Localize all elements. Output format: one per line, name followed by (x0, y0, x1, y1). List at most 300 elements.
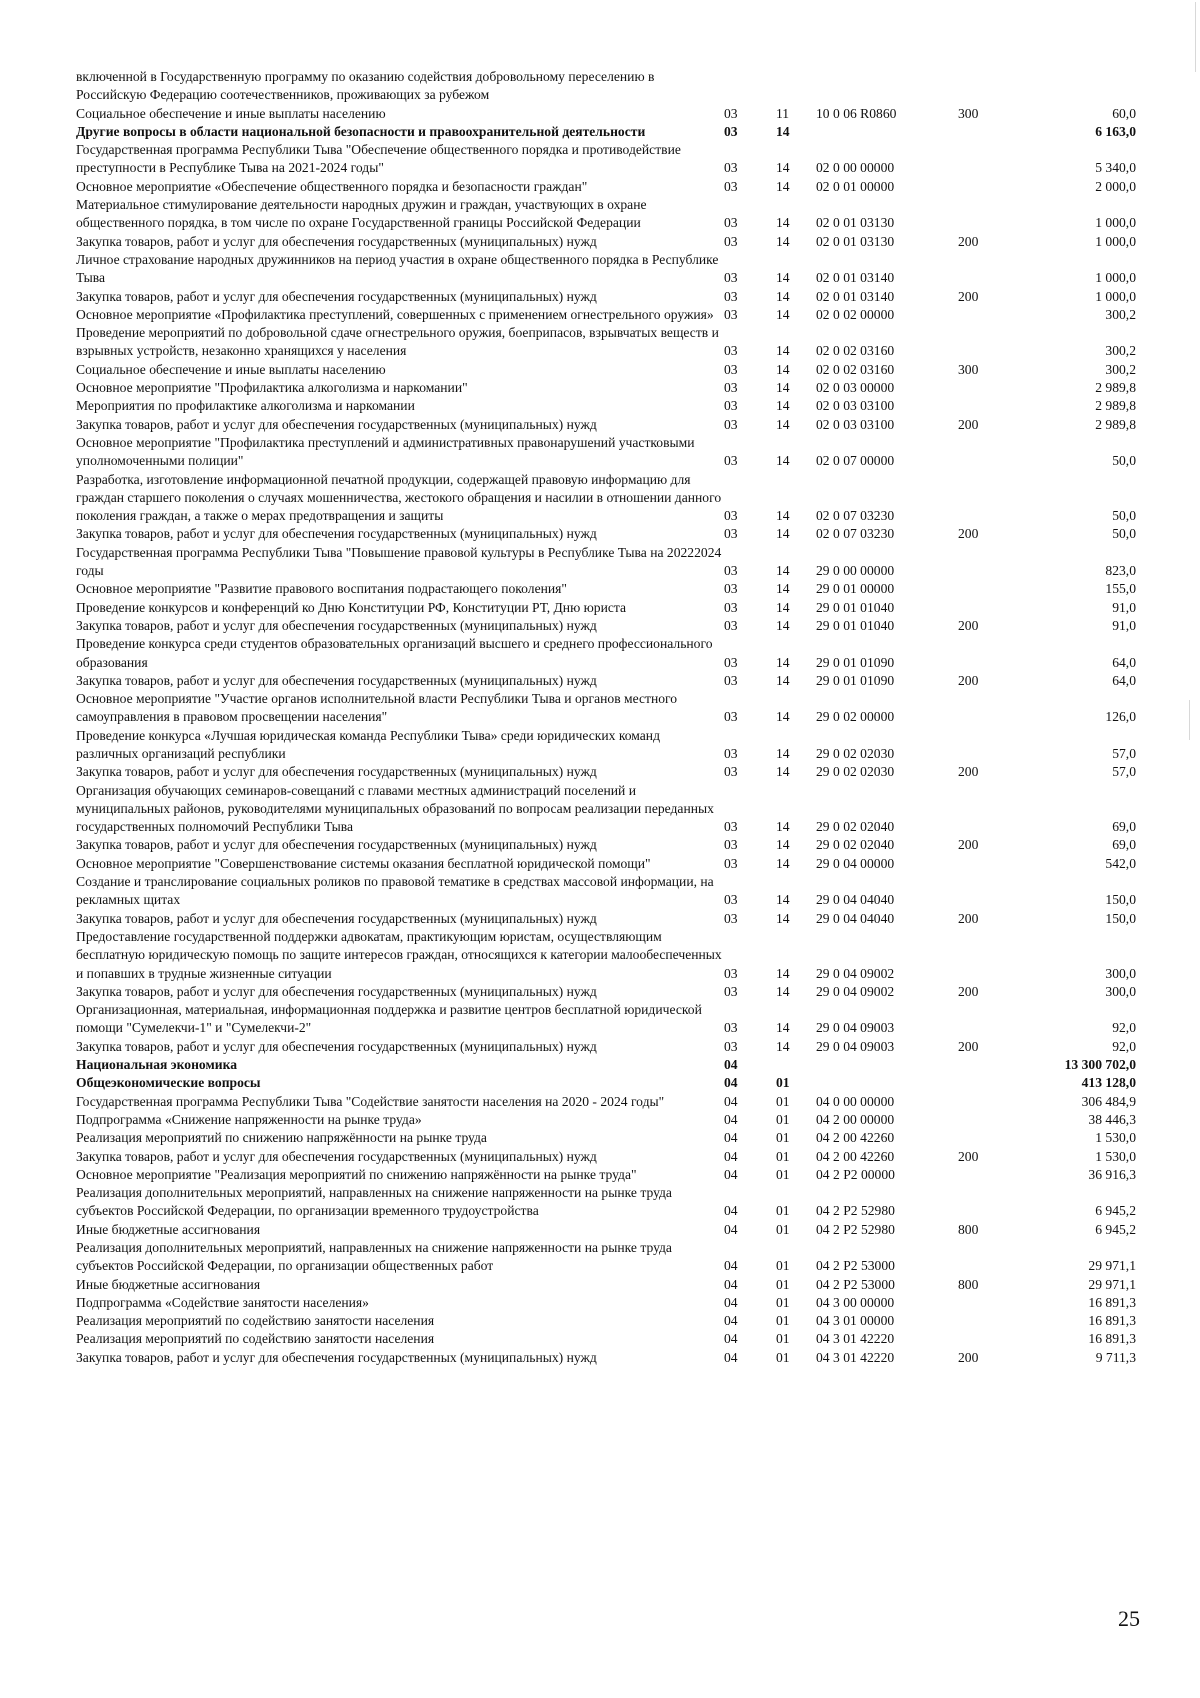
row-amount: 5 340,0 (1095, 160, 1136, 176)
table-row (76, 178, 1136, 196)
row-amount: 6 945,2 (1095, 1221, 1136, 1237)
row-name: Закупка товаров, работ и услуг для обеспечения государственных (муниципальных) нужд (76, 233, 597, 249)
row-amount: 57,0 (1112, 745, 1136, 761)
row-amount: 542,0 (1105, 855, 1136, 871)
row-expense-type: 200 (958, 617, 979, 633)
row-subsection: 14 (776, 1038, 790, 1054)
row-section: 04 (724, 1276, 738, 1292)
row-expense-type: 300 (958, 105, 979, 121)
row-expense-type (958, 1001, 1018, 1038)
row-expense-type: 200 (958, 526, 979, 542)
row-target-article: 04 2 P2 52980 (816, 1221, 895, 1237)
row-name: Организация обучающих семинаров-совещаний с главами местных администраций поселений и муниципальных районов, руководителями муниципальных образований по вопросам реализации переданных государственных полномочий Республики Тыва (76, 782, 714, 835)
table-row (76, 1184, 1136, 1221)
row-section: 03 (724, 745, 738, 761)
row-expense-type (958, 306, 1018, 324)
row-section: 04 (724, 1349, 738, 1365)
row-target-article: 29 0 04 09003 (816, 1038, 895, 1054)
row-expense-type (958, 544, 1018, 581)
row-target-article: 02 0 01 03130 (816, 215, 895, 231)
row-name: Закупка товаров, работ и услуг для обеспечения государственных (муниципальных) нужд (76, 764, 597, 780)
row-expense-type: 200 (958, 672, 979, 688)
row-name: Закупка товаров, работ и услуг для обеспечения государственных (муниципальных) нужд (76, 910, 597, 926)
row-name: Социальное обеспечение и иные выплаты населению (76, 105, 386, 121)
row-amount: 92,0 (1112, 1020, 1136, 1036)
row-amount: 155,0 (1105, 581, 1136, 597)
row-expense-type (958, 434, 1018, 471)
row-name: Закупка товаров, работ и услуг для обеспечения государственных (муниципальных) нужд (76, 1349, 597, 1365)
row-subsection: 11 (776, 105, 790, 121)
row-subsection: 14 (776, 508, 790, 524)
table-row-section-heading (76, 123, 1136, 141)
row-name: Реализация дополнительных мероприятий, направленных на снижение напряженности на рынке труда субъектов Российской Федерации, по организации временного трудоустройства (76, 1185, 672, 1219)
row-section: 03 (724, 361, 738, 377)
row-expense-type (958, 1129, 1018, 1147)
row-target-article (816, 68, 958, 105)
row-section: 03 (724, 416, 738, 432)
table-row (76, 306, 1136, 324)
row-expense-type: 200 (958, 837, 979, 853)
row-amount: 126,0 (1105, 709, 1136, 725)
row-target-article: 04 2 P2 52980 (816, 1203, 895, 1219)
row-name: Основное мероприятие "Развитие правового воспитания подрастающего поколения" (76, 581, 567, 597)
row-name: Национальная экономика (76, 1057, 237, 1073)
row-expense-type (958, 1166, 1018, 1184)
row-subsection: 01 (776, 1349, 790, 1365)
row-name: Подпрограмма «Содействие занятости населения» (76, 1294, 369, 1310)
row-section: 03 (724, 654, 738, 670)
row-expense-type: 200 (958, 910, 979, 926)
row-name: Закупка товаров, работ и услуг для обеспечения государственных (муниципальных) нужд (76, 1148, 597, 1164)
row-subsection: 14 (776, 709, 790, 725)
table-row (76, 580, 1136, 598)
row-amount: 16 891,3 (1088, 1331, 1136, 1347)
row-section: 03 (724, 892, 738, 908)
row-subsection: 14 (776, 855, 790, 871)
row-name: Общеэкономические вопросы (76, 1075, 261, 1091)
row-subsection: 14 (776, 563, 790, 579)
row-name: Мероприятия по профилактике алкоголизма и наркомании (76, 398, 415, 414)
row-target-article: 29 0 04 00000 (816, 855, 895, 871)
row-name: Основное мероприятие "Участие органов исполнительной власти Республики Тыва и органов местного самоуправления в правовом просвещении населения" (76, 691, 678, 725)
row-subsection: 14 (776, 837, 790, 853)
row-name: Проведение конкурса среди студентов образовательных организаций высшего и среднего профессионального образования (76, 636, 713, 670)
row-subsection: 14 (776, 1020, 790, 1036)
table-row (76, 251, 1136, 288)
row-target-article (816, 1074, 958, 1092)
row-section: 03 (724, 563, 738, 579)
row-amount: 1 530,0 (1095, 1148, 1136, 1164)
row-section: 03 (724, 453, 738, 469)
row-section: 03 (724, 983, 738, 999)
row-section (724, 68, 776, 105)
row-expense-type (958, 1184, 1018, 1221)
row-subsection: 01 (776, 1221, 790, 1237)
row-amount: 6 163,0 (1095, 123, 1136, 139)
table-row-section-heading (76, 1074, 1136, 1092)
row-section: 03 (724, 160, 738, 176)
row-expense-type (958, 324, 1018, 361)
row-amount: 300,2 (1105, 343, 1136, 359)
row-name: Проведение конкурса «Лучшая юридическая команда Республики Тыва» среди юридических команд различных организаций республики (76, 727, 660, 761)
table-row-section-heading (76, 1056, 1136, 1074)
table-row (76, 1038, 1136, 1056)
row-name: Закупка товаров, работ и услуг для обеспечения государственных (муниципальных) нужд (76, 983, 597, 999)
row-target-article: 04 2 00 42260 (816, 1130, 895, 1146)
row-expense-type (958, 196, 1018, 233)
row-name: Закупка товаров, работ и услуг для обеспечения государственных (муниципальных) нужд (76, 837, 597, 853)
row-expense-type (958, 690, 1018, 727)
row-name: Подпрограмма «Снижение напряженности на рынке труда» (76, 1111, 422, 1127)
row-section: 03 (724, 380, 738, 396)
row-name: Организационная, материальная, информационная поддержка и развитие центров бесплатной юридической помощи "Сумелекчи-1" и "Сумелекчи-2" (76, 1002, 702, 1036)
row-target-article: 02 0 01 03130 (816, 233, 895, 249)
row-name: Иные бюджетные ассигнования (76, 1221, 261, 1237)
row-expense-type (958, 1312, 1018, 1330)
row-amount: 16 891,3 (1088, 1294, 1136, 1310)
row-target-article: 02 0 01 03140 (816, 288, 895, 304)
row-target-article: 29 0 02 02030 (816, 745, 895, 761)
row-amount: 91,0 (1112, 599, 1136, 615)
row-expense-type: 200 (958, 1038, 979, 1054)
row-subsection: 01 (776, 1130, 790, 1146)
table-row (76, 1093, 1136, 1111)
row-expense-type: 200 (958, 416, 979, 432)
table-row (76, 416, 1136, 434)
table-row (76, 525, 1136, 543)
row-amount: 38 446,3 (1088, 1111, 1136, 1127)
row-section: 04 (724, 1075, 738, 1091)
scan-artifact (1195, 2, 1196, 72)
row-section: 03 (724, 910, 738, 926)
table-row (76, 471, 1136, 526)
row-section: 04 (724, 1093, 738, 1109)
row-section: 03 (724, 105, 738, 121)
row-amount: 2 989,8 (1095, 380, 1136, 396)
row-section: 03 (724, 178, 738, 194)
row-subsection: 01 (776, 1203, 790, 1219)
table-row (76, 1221, 1136, 1239)
row-section: 04 (724, 1313, 738, 1329)
row-name: Материальное стимулирование деятельности народных дружин и граждан, участвующих в охране общественного порядка, в том числе по охране Государственной границы Российской Федерации (76, 197, 647, 231)
row-name: Закупка товаров, работ и услуг для обеспечения государственных (муниципальных) нужд (76, 672, 597, 688)
row-subsection: 14 (776, 672, 790, 688)
table-row (76, 1148, 1136, 1166)
row-expense-type (958, 68, 1018, 105)
row-name: включенной в Государственную программу по оказанию содействия добровольному переселению в Российскую Федерацию соотечественников, проживающих за рубежом (76, 69, 655, 103)
row-amount: 300,2 (1105, 361, 1136, 377)
row-name: Основное мероприятие "Совершенствование системы оказания бесплатной юридической помощи" (76, 855, 651, 871)
row-target-article: 04 2 00 42260 (816, 1148, 895, 1164)
table-row (76, 983, 1136, 1001)
row-target-article: 29 0 04 04040 (816, 892, 895, 908)
row-expense-type (958, 141, 1018, 178)
table-row (76, 836, 1136, 854)
row-expense-type: 200 (958, 288, 979, 304)
row-subsection: 14 (776, 745, 790, 761)
row-section: 04 (724, 1166, 738, 1182)
row-amount: 1 000,0 (1095, 288, 1136, 304)
row-expense-type (958, 471, 1018, 526)
table-row (76, 672, 1136, 690)
row-target-article: 02 0 01 03140 (816, 270, 895, 286)
row-expense-type (958, 635, 1018, 672)
row-expense-type: 200 (958, 764, 979, 780)
row-name: Основное мероприятие «Профилактика преступлений, совершенных с применением огнестрельного оружия» (76, 306, 714, 322)
row-target-article: 02 0 02 00000 (816, 306, 895, 322)
row-expense-type (958, 397, 1018, 415)
row-target-article: 04 3 01 00000 (816, 1313, 895, 1329)
row-name: Реализация мероприятий по содействию занятости населения (76, 1313, 435, 1329)
row-subsection (776, 1056, 816, 1074)
row-subsection: 01 (776, 1093, 790, 1109)
row-section: 04 (724, 1258, 738, 1274)
row-target-article: 04 3 01 42220 (816, 1331, 895, 1347)
row-expense-type (958, 1111, 1018, 1129)
row-subsection: 01 (776, 1294, 790, 1310)
row-amount: 1 000,0 (1095, 233, 1136, 249)
row-subsection: 14 (776, 361, 790, 377)
row-target-article: 29 0 01 01090 (816, 654, 895, 670)
row-subsection: 14 (776, 965, 790, 981)
row-expense-type (958, 123, 1018, 141)
row-name: Основное мероприятие "Реализация мероприятий по снижению напряжённости на рынке труда" (76, 1166, 637, 1182)
row-name: Реализация мероприятий по содействию занятости населения (76, 1331, 435, 1347)
table-row (76, 1276, 1136, 1294)
table-row (76, 855, 1136, 873)
row-target-article (816, 123, 958, 141)
row-expense-type (958, 1330, 1018, 1348)
row-expense-type: 200 (958, 233, 979, 249)
row-target-article: 29 0 00 00000 (816, 563, 895, 579)
row-amount: 2 989,8 (1095, 398, 1136, 414)
row-section: 03 (724, 709, 738, 725)
row-expense-type: 800 (958, 1276, 979, 1292)
table-row (76, 434, 1136, 471)
row-amount: 300,2 (1105, 306, 1136, 322)
row-target-article: 02 0 01 00000 (816, 178, 895, 194)
table-row (76, 910, 1136, 928)
row-target-article: 04 2 P2 00000 (816, 1166, 895, 1182)
row-target-article: 29 0 04 09003 (816, 1020, 895, 1036)
row-subsection: 14 (776, 270, 790, 286)
row-subsection: 14 (776, 123, 790, 139)
row-target-article (816, 1056, 958, 1074)
row-target-article: 29 0 04 09002 (816, 983, 895, 999)
row-expense-type (958, 1239, 1018, 1276)
row-section: 03 (724, 215, 738, 231)
row-target-article: 02 0 00 00000 (816, 160, 895, 176)
row-subsection: 01 (776, 1258, 790, 1274)
table-row (76, 1349, 1136, 1367)
row-subsection: 01 (776, 1331, 790, 1347)
row-amount: 91,0 (1112, 617, 1136, 633)
table-row (76, 68, 1136, 105)
row-expense-type: 200 (958, 1349, 979, 1365)
table-row (76, 1166, 1136, 1184)
row-expense-type (958, 1093, 1018, 1111)
row-amount: 823,0 (1105, 563, 1136, 579)
row-expense-type (958, 379, 1018, 397)
row-name: Иные бюджетные ассигнования (76, 1276, 261, 1292)
row-subsection: 14 (776, 581, 790, 597)
row-amount: 306 484,9 (1081, 1093, 1136, 1109)
row-name: Закупка товаров, работ и услуг для обеспечения государственных (муниципальных) нужд (76, 416, 597, 432)
row-section: 03 (724, 581, 738, 597)
table-row (76, 141, 1136, 178)
row-target-article: 10 0 06 R0860 (816, 105, 897, 121)
row-expense-type (958, 599, 1018, 617)
row-section: 04 (724, 1111, 738, 1127)
row-subsection: 01 (776, 1166, 790, 1182)
table-row (76, 1001, 1136, 1038)
page-number: 25 (1118, 1606, 1140, 1631)
row-expense-type (958, 1294, 1018, 1312)
table-row (76, 690, 1136, 727)
row-target-article: 29 0 01 01040 (816, 617, 895, 633)
row-target-article: 02 0 03 00000 (816, 380, 895, 396)
row-subsection: 01 (776, 1075, 790, 1091)
row-section: 03 (724, 764, 738, 780)
row-target-article: 02 0 02 03160 (816, 343, 895, 359)
row-subsection (776, 68, 816, 105)
row-subsection: 14 (776, 380, 790, 396)
row-target-article: 04 0 00 00000 (816, 1093, 895, 1109)
table-row (76, 1330, 1136, 1348)
row-expense-type: 300 (958, 361, 979, 377)
row-amount: 1 530,0 (1095, 1130, 1136, 1146)
row-subsection: 14 (776, 215, 790, 231)
row-section: 03 (724, 965, 738, 981)
row-amount: 13 300 702,0 (1064, 1057, 1136, 1073)
row-amount: 64,0 (1112, 672, 1136, 688)
row-expense-type: 200 (958, 1148, 979, 1164)
row-target-article: 02 0 02 03160 (816, 361, 895, 377)
table-row (76, 361, 1136, 379)
row-amount: 300,0 (1105, 965, 1136, 981)
row-name: Создание и транслирование социальных роликов по правовой тематике в средствах массовой информации, на рекламных щитах (76, 874, 714, 908)
row-amount (1018, 68, 1136, 105)
row-name: Социальное обеспечение и иные выплаты населению (76, 361, 386, 377)
row-section: 03 (724, 819, 738, 835)
row-section: 03 (724, 1038, 738, 1054)
table-row (76, 873, 1136, 910)
row-target-article: 04 3 00 00000 (816, 1294, 895, 1310)
row-section: 03 (724, 508, 738, 524)
row-section: 03 (724, 398, 738, 414)
table-row (76, 233, 1136, 251)
row-expense-type: 800 (958, 1221, 979, 1237)
row-name: Другие вопросы в области национальной безопасности и правоохранительной деятельности (76, 123, 646, 139)
row-section: 03 (724, 837, 738, 853)
table-row (76, 324, 1136, 361)
row-subsection: 01 (776, 1111, 790, 1127)
row-target-article: 29 0 01 00000 (816, 581, 895, 597)
table-row (76, 617, 1136, 635)
row-section: 04 (724, 1130, 738, 1146)
row-amount: 2 000,0 (1095, 178, 1136, 194)
row-section: 04 (724, 1331, 738, 1347)
row-section: 03 (724, 526, 738, 542)
row-target-article: 29 0 01 01090 (816, 672, 895, 688)
table-row (76, 1294, 1136, 1312)
row-expense-type (958, 928, 1018, 983)
row-subsection: 14 (776, 910, 790, 926)
table-row (76, 727, 1136, 764)
table-row (76, 782, 1136, 837)
row-section: 03 (724, 672, 738, 688)
row-section: 04 (724, 1057, 738, 1073)
table-row (76, 1312, 1136, 1330)
row-section: 03 (724, 1020, 738, 1036)
row-amount: 1 000,0 (1095, 215, 1136, 231)
row-subsection: 14 (776, 178, 790, 194)
row-amount: 413 128,0 (1081, 1075, 1136, 1091)
table-row (76, 635, 1136, 672)
row-amount: 64,0 (1112, 654, 1136, 670)
row-section: 03 (724, 270, 738, 286)
row-expense-type (958, 580, 1018, 598)
budget-table (76, 68, 1136, 1367)
row-target-article: 29 0 04 04040 (816, 910, 895, 926)
row-expense-type (958, 873, 1018, 910)
row-subsection: 14 (776, 453, 790, 469)
row-amount: 50,0 (1112, 453, 1136, 469)
row-expense-type: 200 (958, 983, 979, 999)
table-row (76, 105, 1136, 123)
row-name: Основное мероприятие "Профилактика алкоголизма и наркомании" (76, 380, 468, 396)
table-row (76, 544, 1136, 581)
row-name: Основное мероприятие «Обеспечение общественного порядка и безопасности граждан" (76, 178, 588, 194)
row-expense-type (958, 1074, 1018, 1092)
table-row (76, 599, 1136, 617)
row-target-article: 29 0 02 02030 (816, 764, 895, 780)
row-subsection: 14 (776, 416, 790, 432)
row-subsection: 14 (776, 398, 790, 414)
row-name: Реализация дополнительных мероприятий, направленных на снижение напряженности на рынке труда субъектов Российской Федерации, по организации общественных работ (76, 1240, 672, 1274)
row-name: Закупка товаров, работ и услуг для обеспечения государственных (муниципальных) нужд (76, 617, 597, 633)
row-target-article: 02 0 07 03230 (816, 526, 895, 542)
row-amount: 60,0 (1112, 105, 1136, 121)
row-target-article: 29 0 02 02040 (816, 819, 895, 835)
row-amount: 69,0 (1112, 819, 1136, 835)
row-amount: 36 916,3 (1088, 1166, 1136, 1182)
row-subsection: 14 (776, 343, 790, 359)
row-expense-type (958, 1056, 1018, 1074)
row-section: 03 (724, 233, 738, 249)
row-target-article: 02 0 03 03100 (816, 416, 895, 432)
row-section: 04 (724, 1148, 738, 1164)
row-subsection: 14 (776, 306, 790, 322)
row-target-article: 29 0 02 02040 (816, 837, 895, 853)
row-subsection: 14 (776, 599, 790, 615)
row-section: 03 (724, 343, 738, 359)
row-target-article: 29 0 04 09002 (816, 965, 895, 981)
table-row (76, 1111, 1136, 1129)
row-amount: 29 971,1 (1088, 1258, 1136, 1274)
row-amount: 50,0 (1112, 526, 1136, 542)
scan-artifact (1189, 700, 1190, 740)
row-expense-type (958, 251, 1018, 288)
row-name: Реализация мероприятий по снижению напряжённости на рынке труда (76, 1130, 487, 1146)
row-amount: 50,0 (1112, 508, 1136, 524)
row-amount: 300,0 (1105, 983, 1136, 999)
row-target-article: 29 0 01 01040 (816, 599, 895, 615)
row-name: Закупка товаров, работ и услуг для обеспечения государственных (муниципальных) нужд (76, 1038, 597, 1054)
table-row (76, 1129, 1136, 1147)
row-target-article: 02 0 07 00000 (816, 453, 895, 469)
row-subsection: 14 (776, 819, 790, 835)
